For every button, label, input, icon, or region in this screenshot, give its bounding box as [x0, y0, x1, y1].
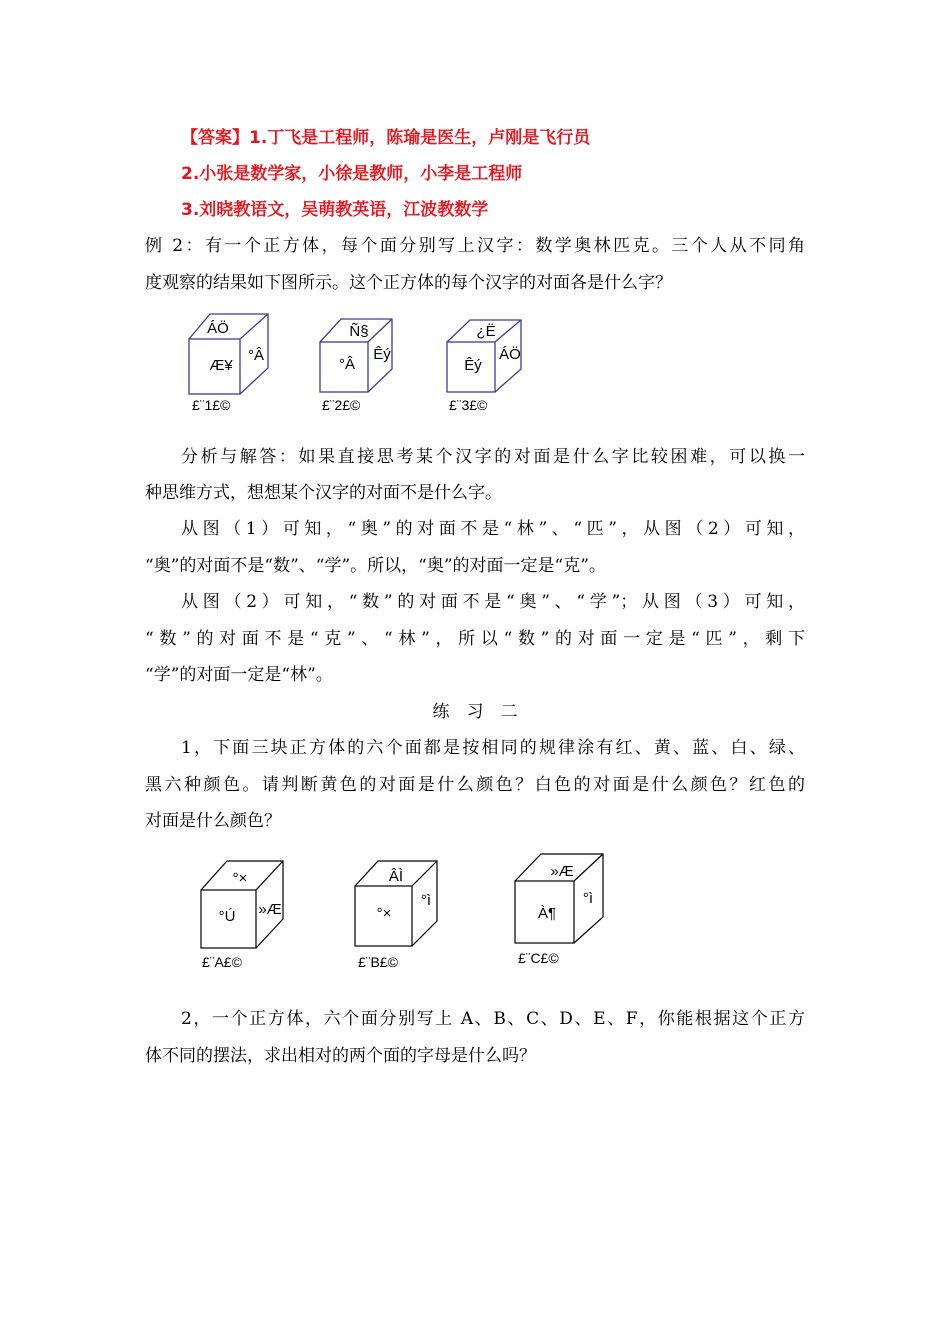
exercise-cube-c: [514, 852, 614, 974]
cube-caption: £¨2£©: [322, 397, 361, 413]
cube-front-label: °Â: [338, 356, 356, 373]
cube-side-label: ÁÖ: [499, 346, 521, 363]
answer-text-1: 1.丁飞是工程师，陈瑜是医生，卢刚是飞行员: [249, 128, 591, 148]
analysis-line-6: “数”的对面不是“克”、“林”，所以“数”的对面一定是“匹”，剩下: [145, 629, 805, 649]
answer-line-3: 3.刘晓教语文，吴萌教英语，江波教数学: [181, 200, 489, 220]
cube-top-label: °×: [232, 870, 248, 887]
cube-side-label: °ì: [582, 890, 594, 907]
example2-paragraph-line-2: 度观察的结果如下图所示。这个正方体的每个汉字的对面各是什么字？: [145, 273, 672, 293]
exercise-title: 练 习 二: [432, 702, 518, 722]
exercise-q1-line-3: 对面是什么颜色？: [145, 811, 281, 831]
cube-top-label: ÁÖ: [207, 320, 229, 337]
analysis-line-3: 从图（1）可知，“奥”的对面不是“林”、“匹”，从图（2）可知，: [181, 519, 805, 539]
cube-front-label: À¶: [537, 905, 557, 922]
cube-top-label: ¿Ë: [476, 323, 496, 340]
cube-front-label: Æ¥: [209, 357, 233, 374]
exercise-cube-b: [354, 859, 449, 974]
exercise-q2-line-2: 体不同的摆法，求出相对的两个面的字母是什么吗？: [145, 1046, 536, 1066]
example-cube-2: [319, 317, 409, 422]
analysis-line-2: 种思维方式，想想某个汉字的对面不是什么字。: [145, 483, 502, 503]
cube-caption: £¨3£©: [449, 397, 488, 413]
cube-caption: £¨C£©: [518, 950, 559, 966]
example2-paragraph-line-1: 例 2：有一个正方体，每个面分别写上汉字：数学奥林匹克。三个人从不同角: [145, 236, 805, 256]
cube-caption: £¨A£©: [202, 954, 242, 970]
exercise-cube-a: [200, 859, 295, 974]
answer-prefix: 【答案】: [181, 128, 249, 148]
cube-side-label: °Â: [247, 347, 265, 364]
answer-line-1: [181, 127, 590, 149]
cube-front-label: °×: [376, 905, 392, 922]
cube-caption: £¨1£©: [192, 397, 231, 413]
cube-top-label: »Æ: [550, 863, 574, 880]
analysis-line-4: “奥”的对面不是“数”、“学”。所以，“奥”的对面一定是“克”。: [145, 556, 606, 576]
analysis-line-7: “学”的对面一定是“林”。: [145, 665, 333, 685]
example-cube-3: [446, 318, 536, 422]
analysis-line-5: 从图（2）可知，“数”的对面不是“奥”、“学”；从图（3）可知，: [181, 592, 805, 612]
cube-side-label: »Æ: [258, 901, 282, 918]
example-cube-1: [188, 312, 278, 422]
cube-front-label: °Ú: [218, 908, 236, 925]
cube-top-label: Ñ§: [349, 323, 369, 340]
cube-side-label: Êý: [373, 346, 391, 363]
cube-side-label: °ì: [420, 892, 432, 909]
cube-caption: £¨B£©: [358, 954, 398, 970]
cube-top-label: ÂÌ: [388, 868, 404, 885]
exercise-q1-line-1: 1，下面三块正方体的六个面都是按相同的规律涂有红、黄、蓝、白、绿、: [181, 738, 805, 758]
answer-line-2: 2.小张是数学家，小徐是教师，小李是工程师: [181, 164, 523, 184]
exercise-q1-line-2: 黑六种颜色。请判断黄色的对面是什么颜色？白色的对面是什么颜色？红色的: [145, 775, 805, 795]
exercise-q2-line-1: 2，一个正方体，六个面分别写上 A、B、C、D、E、F，你能根据这个正方: [181, 1009, 805, 1029]
cube-front-label: Êý: [464, 357, 482, 374]
analysis-line-1: 分析与解答：如果直接思考某个汉字的对面是什么字比较困难，可以换一: [181, 447, 805, 467]
